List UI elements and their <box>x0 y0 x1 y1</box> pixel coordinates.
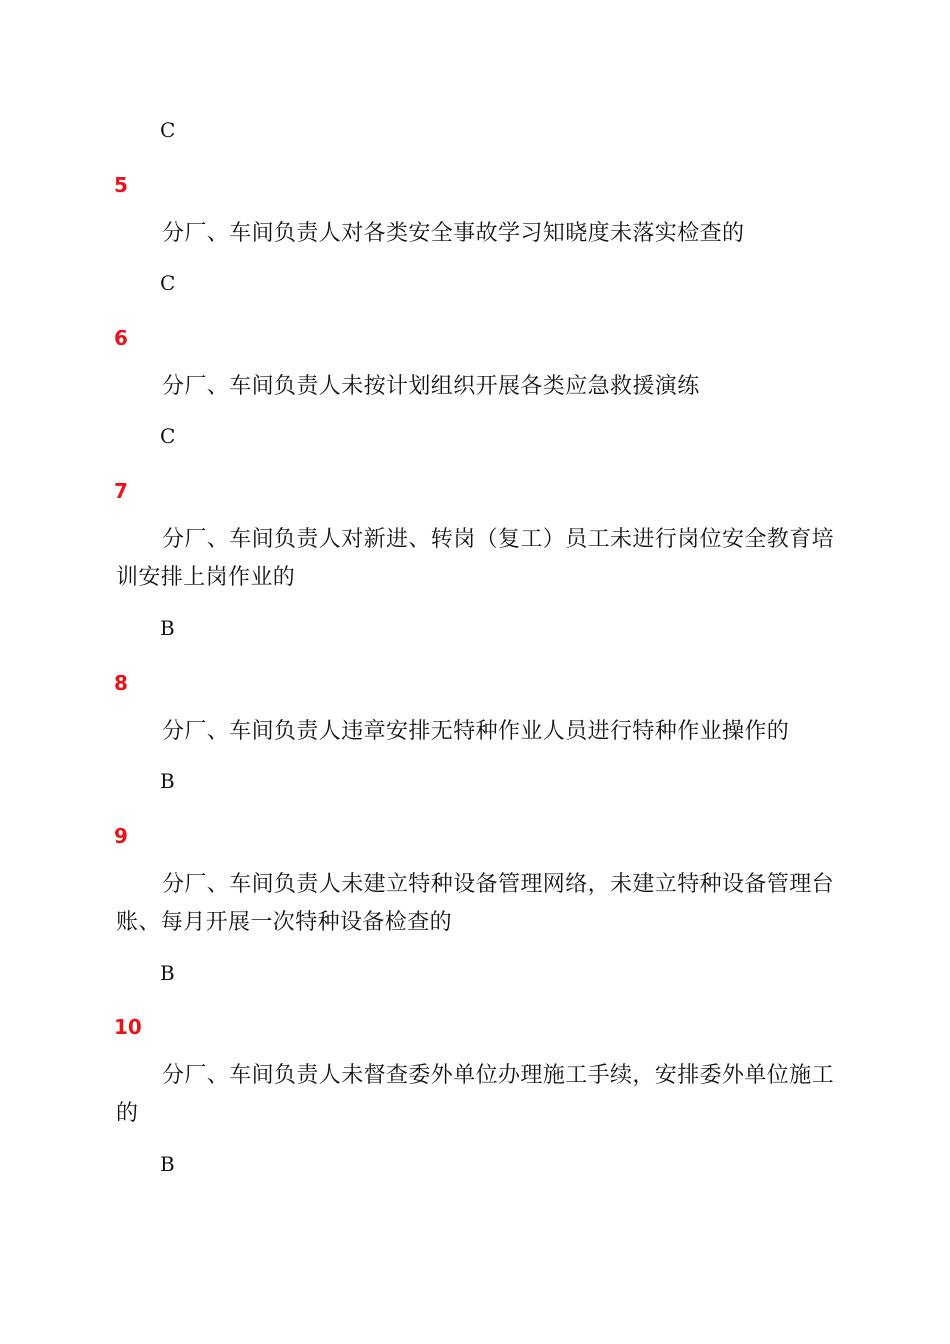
answer-grade: B <box>160 961 175 985</box>
item-number: 9 <box>114 824 128 848</box>
item-text-continued: 账、每月开展一次特种设备检查的 <box>116 910 453 935</box>
answer-grade: B <box>160 616 175 640</box>
item-text-continued: 训安排上岗作业的 <box>116 565 296 590</box>
item-text: 分厂、车间负责人未督查委外单位办理施工手续，安排委外单位施工 <box>162 1063 835 1088</box>
answer-grade: C <box>160 424 176 448</box>
item-number: 10 <box>114 1015 142 1039</box>
item-number: 5 <box>114 173 128 197</box>
item-number: 8 <box>114 671 128 695</box>
item-text: 分厂、车间负责人对新进、转岗（复工）员工未进行岗位安全教育培 <box>162 527 835 552</box>
item-text: 分厂、车间负责人未建立特种设备管理网络，未建立特种设备管理台 <box>162 872 835 897</box>
answer-grade: B <box>160 1152 175 1176</box>
item-text: 分厂、车间负责人违章安排无特种作业人员进行特种作业操作的 <box>162 719 790 744</box>
item-text: 分厂、车间负责人对各类安全事故学习知晓度未落实检查的 <box>162 221 745 246</box>
answer-grade: C <box>160 271 176 295</box>
item-number: 7 <box>114 479 128 503</box>
item-text-continued: 的 <box>116 1101 139 1126</box>
answer-grade: C <box>160 118 176 142</box>
answer-grade: B <box>160 769 175 793</box>
item-number: 6 <box>114 326 128 350</box>
item-text: 分厂、车间负责人未按计划组织开展各类应急救援演练 <box>162 374 700 399</box>
